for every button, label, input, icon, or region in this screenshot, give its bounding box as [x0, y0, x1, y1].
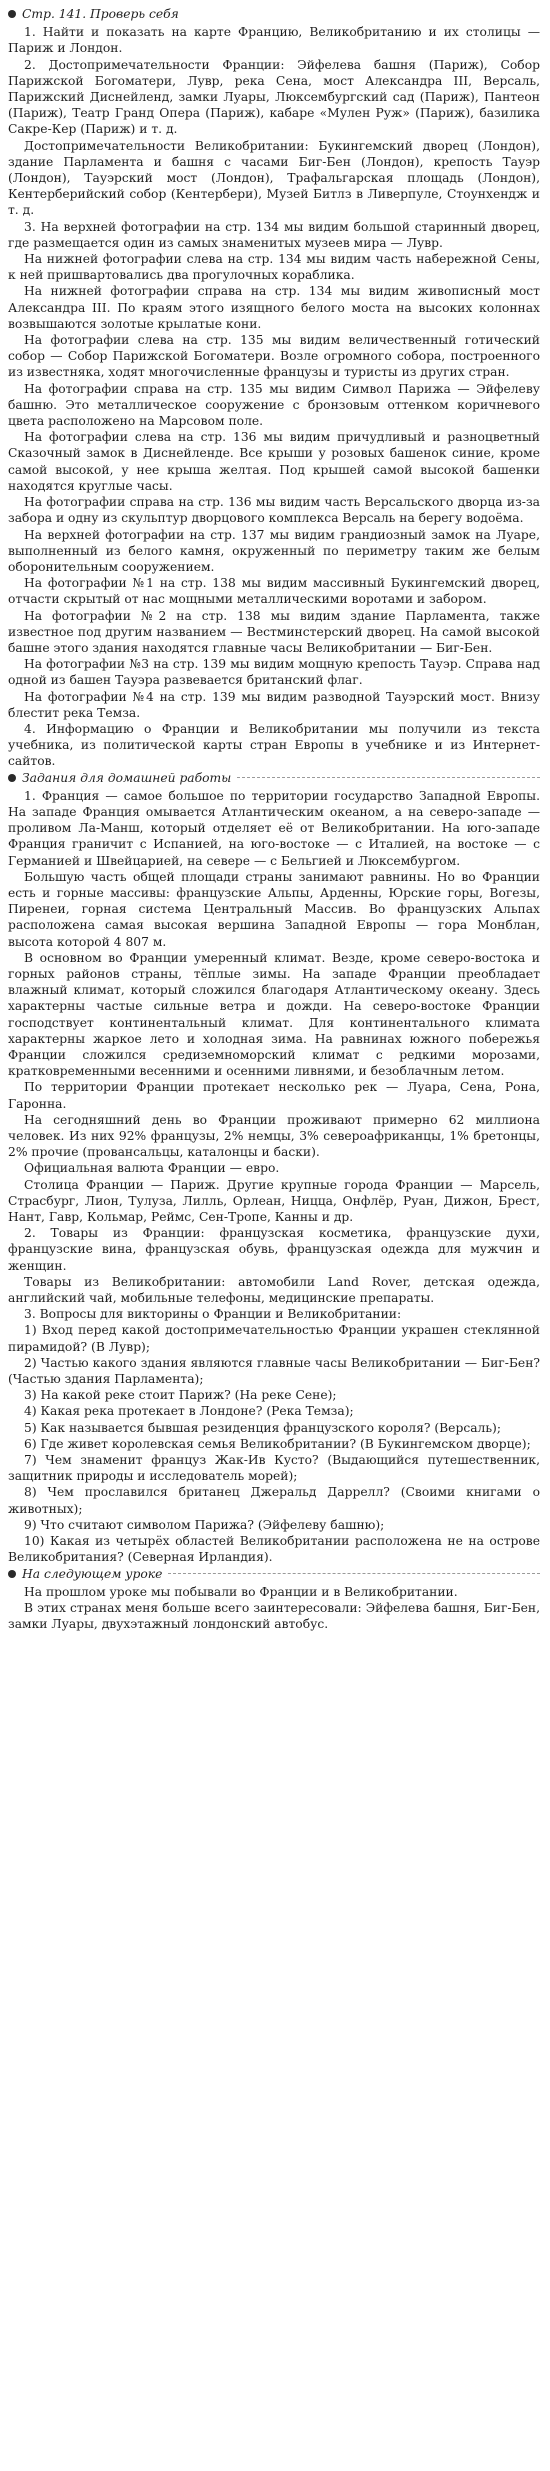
- paragraph: На фотографии №2 на стр. 138 мы видим здание Парламента, также известное под другим названием — Вестминстерский дворец. На самой высокой башне этого здания находятся главные часы Великобритании — Биг-Бен.: [8, 608, 540, 655]
- bullet-icon: [8, 10, 16, 18]
- paragraph: На фотографии слева на стр. 136 мы видим причудливый и разноцветный Сказочный замок в Диснейленде. Все крыши у розовых башенок синие, кроме самой высокой, у нее крыша желтая. Под крышей самой высокой башенки находятся круглые часы.: [8, 430, 540, 493]
- paragraph: На фотографии №1 на стр. 138 мы видим массивный Букингемский дворец, отчасти скрытый от нас мощными металлическими воротами и забором.: [8, 576, 540, 607]
- paragraph: В основном во Франции умеренный климат. Везде, кроме северо-востока и горных районов страны, тёплые зимы. На западе Франции преобладает влажный климат, который сложился благодаря Атлантическому океану. Здесь характерны частые сильные ветра и дожди. На северо-востоке Франции господствует континентальный климат. Для континентального климата характерны жаркое лето и холодная зима. На равнинах южного побережья Франции сложился средиземноморский климат с редкими морозами, кратковременными весенними и осенними ливнями, и безоблачным летом.: [8, 950, 540, 1079]
- paragraph: На фотографии справа на стр. 135 мы видим Символ Парижа — Эйфелеву башню. Это металлическое сооружение с бронзовым оттенком коричневого цвета расположено на Марсовом поле.: [8, 381, 540, 429]
- paragraph: 1. Франция — самое большое по территории государство Западной Европы. На западе Франция омывается Атлантическим океаном, а на северо-западе — проливом Ла-Манш, который отделяет её от Великобритании. На юго-западе Франция граничит с Испанией, на юго-востоке — с Италией, на востоке — с Германией и Швейцарией, на севере — с Бельгией и Люксембургом.: [8, 788, 540, 868]
- bullet-icon: [8, 774, 16, 782]
- section-header-check: [8, 6, 540, 22]
- paragraph: 3. На верхней фотографии на стр. 134 мы видим большой старинный дворец, где размещается один из самых знаменитых музеев мира — Лувр.: [8, 219, 540, 250]
- paragraph: На фотографии слева на стр. 135 мы видим величественный готический собор — Собор Парижской Богоматери. Возле огромного собора, построенного из известняка, ходят многочисленные французы и туристы из других стран.: [8, 333, 540, 380]
- quiz-item: 1) Вход перед какой достопримечательностью Франции украшен стеклянной пирамидой? (В Лувр);: [8, 1323, 540, 1354]
- section-header-homework: [8, 770, 540, 786]
- quiz-item: 7) Чем знаменит француз Жак-Ив Кусто? (Выдающийся путешественник, защитник природы и исследователь морей);: [8, 1453, 540, 1484]
- section-header-text: Стр. 141. Проверь себя: [22, 7, 179, 21]
- quiz-item: 6) Где живет королевская семья Великобритании? (В Букингемском дворце);: [24, 1436, 531, 1451]
- section-header-text: Задания для домашней работы: [22, 770, 232, 785]
- paragraph: Товары из Великобритании: автомобили Land Rover, детская одежда, английский чай, мобильные телефоны, медицинские препараты.: [8, 1274, 540, 1306]
- page: [8, 6, 540, 1632]
- paragraph: На фотографии №3 на стр. 139 мы видим мощную крепость Тауэр. Справа над одной из башен Тауэра развевается британский флаг.: [8, 657, 540, 688]
- quiz-item: 5) Как называется бывшая резиденция французского короля? (Версаль);: [24, 1420, 501, 1435]
- paragraph: 1. Найти и показать на карте Францию, Великобританию и их столицы — Париж и Лондон.: [8, 25, 540, 56]
- quiz-item: 4) Какая река протекает в Лондоне? (Река Темза);: [24, 1404, 354, 1419]
- section-header-next: [8, 1566, 540, 1582]
- dashed-rule: [168, 1573, 540, 1574]
- paragraph: На нижней фотографии слева на стр. 134 мы видим часть набережной Сены, к ней пришвартовались два прогулочных кораблика.: [8, 252, 540, 283]
- paragraph: На фотографии №4 на стр. 139 мы видим разводной Тауэрский мост. Внизу блестит река Темза.: [8, 689, 540, 720]
- paragraph: 3. Вопросы для викторины о Франции и Великобритании:: [24, 1307, 402, 1322]
- paragraph: Большую часть общей площади страны занимают равнины. Но во Франции есть и горные массивы: французские Альпы, Арденны, Юрские горы, Вогезы, Пиренеи, горная система Центральный Массив. Во французских Альпах расположена самая высокая вершина Западной Европы — гора Монблан, высота которой 4 807 м.: [8, 869, 540, 949]
- paragraph: На фотографии справа на стр. 136 мы видим часть Версальского дворца из-за забора и одну из скульптур дворцового комплекса Версаль на берегу водоёма.: [8, 495, 540, 526]
- paragraph: 2. Товары из Франции: французская косметика, французские духи, французские вина, французская обувь, французская одежда для мужчин и женщин.: [8, 1226, 540, 1273]
- paragraph: Столица Франции — Париж. Другие крупные города Франции — Марсель, Страсбург, Лион, Тулуза, Лилль, Орлеан, Ницца, Онфлёр, Руан, Дижон, Брест, Нант, Гавр, Кольмар, Реймс, Сен-Тропе, Канны и др.: [8, 1177, 540, 1225]
- paragraph: 4. Информацию о Франции и Великобритании мы получили из текста учебника, из политической карты стран Европы в учебнике и из Интернет-сайтов.: [8, 721, 540, 769]
- quiz-item: 2) Частью какого здания являются главные часы Великобритании — Биг-Бен? (Частью здания Парламента);: [8, 1355, 540, 1387]
- paragraph: Достопримечательности Великобритании: Букингемский дворец (Лондон), здание Парламента и башня с часами Биг-Бен (Лондон), крепость Тауэр (Лондон), Тауэрский мост (Лондон), Трафальгарская площадь (Лондон), Кентерберийский собор (Кентербери), Музей Битлз в Ливерпуле, Стоунхендж и т. д.: [8, 138, 540, 218]
- quiz-item: 3) На какой реке стоит Париж? (На реке Сене);: [24, 1388, 337, 1403]
- paragraph: На прошлом уроке мы побывали во Франции и в Великобритании.: [24, 1584, 458, 1599]
- section-header-text: На следующем уроке: [22, 1566, 163, 1581]
- paragraph: Официальная валюта Франции — евро.: [24, 1161, 280, 1176]
- paragraph: 2. Достопримечательности Франции: Эйфелева башня (Париж), Собор Парижской Богоматери, Лувр, река Сена, мост Александра III, Версаль, Парижский Диснейленд, замки Луары, Люксембургский сад (Париж), Пантеон (Париж), Театр Гранд Опера (Париж), кабаре «Мулен Руж» (Париж), базилика Сакре-Кер (Париж) и т. д.: [8, 57, 540, 137]
- paragraph: По территории Франции протекает несколько рек — Луара, Сена, Рона, Гаронна.: [8, 1080, 540, 1111]
- dashed-rule: [237, 777, 540, 778]
- paragraph: В этих странах меня больше всего заинтересовали: Эйфелева башня, Биг-Бен, замки Луары, двухэтажный лондонский автобус.: [8, 1600, 540, 1632]
- paragraph: На нижней фотографии справа на стр. 134 мы видим живописный мост Александра III. По краям этого изящного белого моста на высоких колоннах возвышаются золотые крылатые кони.: [8, 284, 540, 331]
- quiz-item: 10) Какая из четырёх областей Великобритании расположена не на острове Великобритания? (Северная Ирландия).: [8, 1534, 540, 1565]
- quiz-item: 8) Чем прославился британец Джеральд Даррелл? (Своими книгами о животных);: [8, 1485, 540, 1516]
- paragraph: На верхней фотографии на стр. 137 мы видим грандиозный замок на Луаре, выполненный из белого камня, окруженный по периметру таким же белым оборонительным сооружением.: [8, 527, 540, 574]
- bullet-icon: [8, 1570, 16, 1578]
- paragraph: На сегодняшний день во Франции проживают примерно 62 миллиона человек. Из них 92% французы, 2% немцы, 3% североафриканцы, 1% бретонцы, 2% прочие (провансальцы, каталонцы и баски).: [8, 1112, 540, 1160]
- quiz-item: 9) Что считают символом Парижа? (Эйфелеву башню);: [24, 1517, 385, 1532]
